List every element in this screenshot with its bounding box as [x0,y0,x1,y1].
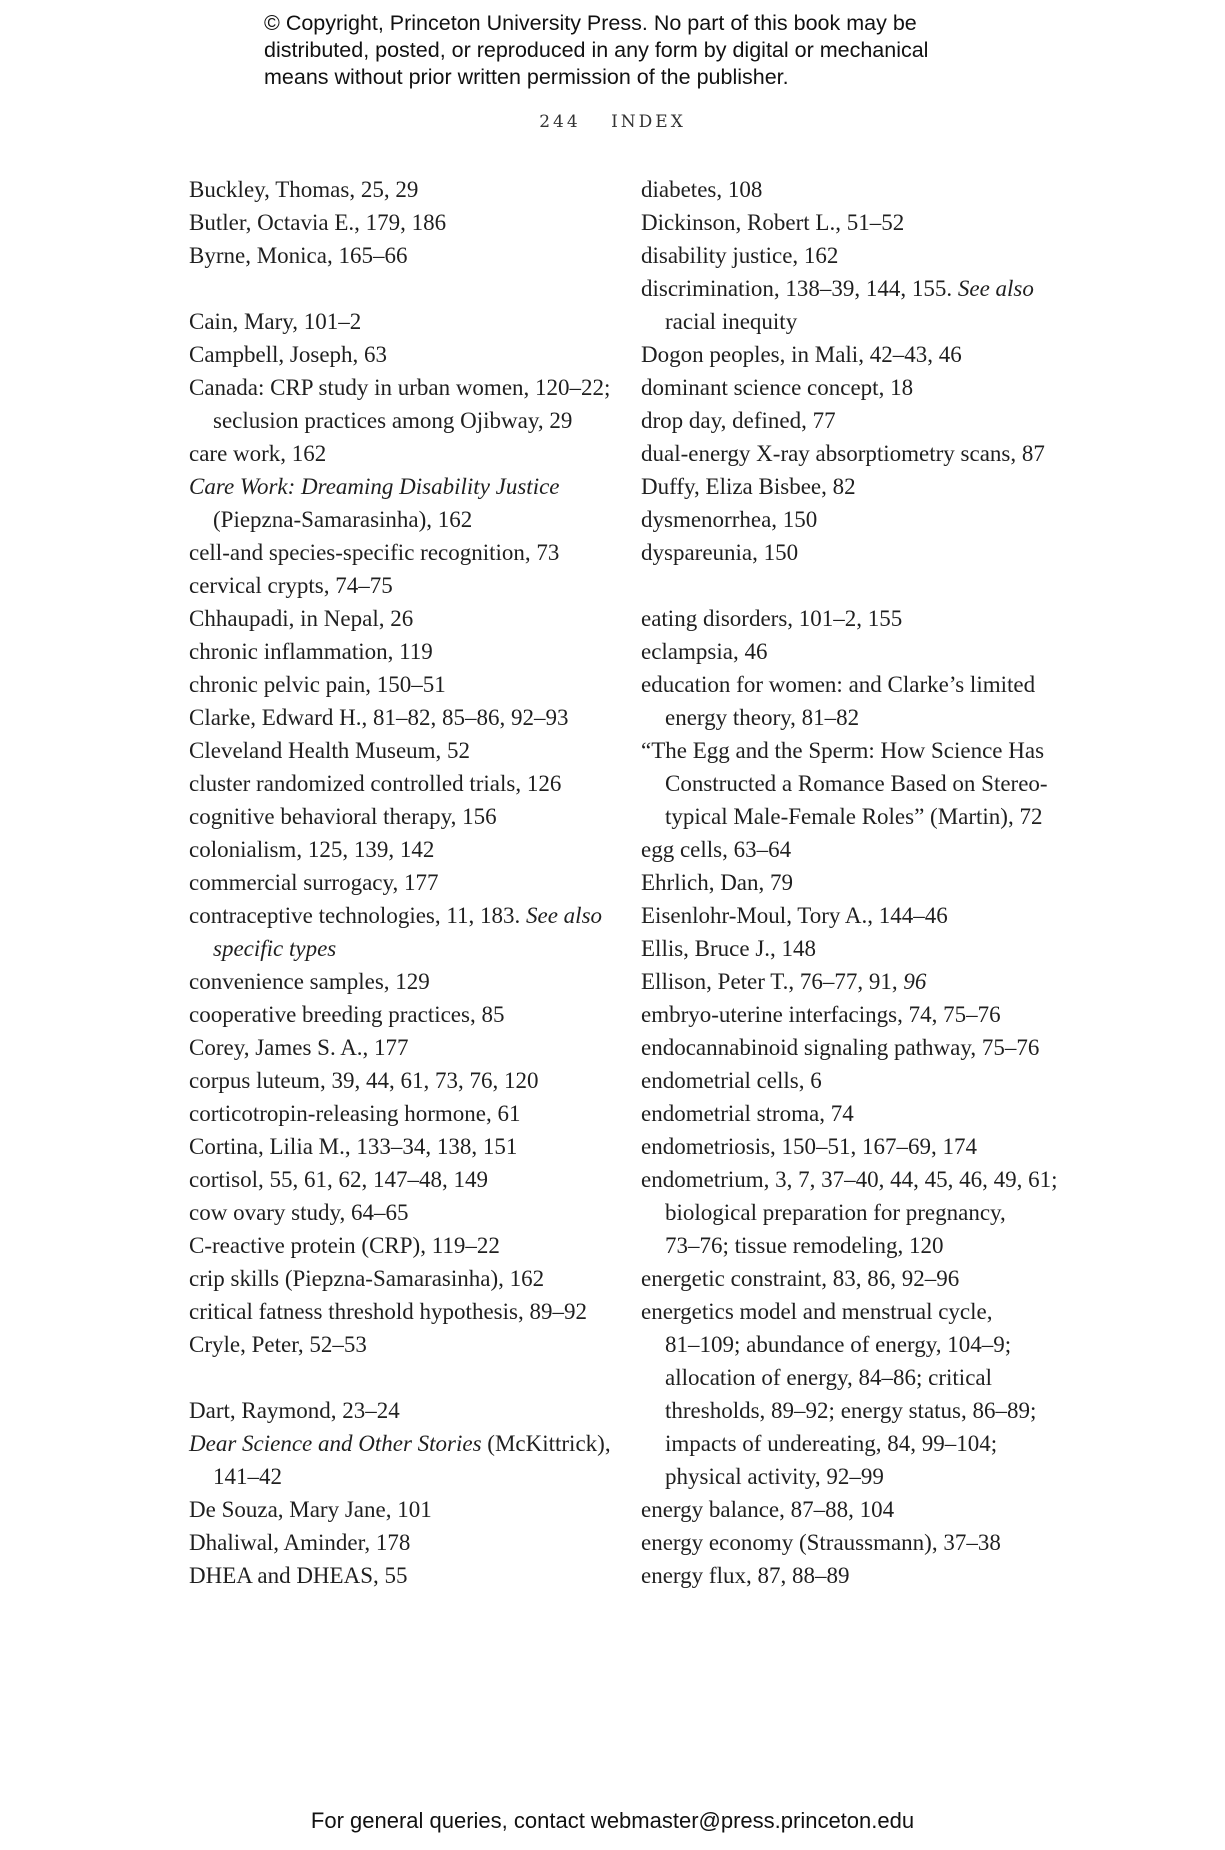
index-entry [189,503,619,536]
index-entry [189,206,619,239]
copyright-line: distributed, posted, or reproduced in any form by digital or mechanical [264,38,929,62]
index-entry [641,1097,1071,1130]
index-entry-text: Cleveland Health Museum, 52 [189,738,471,763]
index-entry-italic: specific types [213,936,337,961]
index-entry [641,635,1071,668]
index-entry-text: Duffy, Eliza Bisbee, 82 [641,474,856,499]
index-entry-text: colonialism, 125, 139, 142 [189,837,435,862]
index-entry-italic: See also [957,276,1034,301]
index-entry [189,932,619,965]
index-entry-text: Campbell, Joseph, 63 [189,342,388,367]
index-entry [641,404,1071,437]
index-entry [641,1262,1071,1295]
index-entry [189,470,619,503]
index-column-right [641,173,1071,1592]
index-entry [189,701,619,734]
index-entry-text: De Souza, Mary Jane, 101 [189,1497,432,1522]
index-entry-text: Clarke, Edward H., 81–82, 85–86, 92–93 [189,705,569,730]
index-entry-italic: Care Work: Dreaming Disability Justice [189,474,560,499]
index-entry-text: Corey, James S. A., 177 [189,1035,409,1060]
index-entry-text: energetic constraint, 83, 86, 92–96 [641,1266,960,1291]
index-entry-text: (Piepzna-Samarasinha), 162 [213,507,473,532]
index-entry [641,767,1071,800]
index-entry-text: cognitive behavioral therapy, 156 [189,804,497,829]
index-entry-text: Cain, Mary, 101–2 [189,309,362,334]
footer-contact: For general queries, contact webmaster@press.princeton.edu [310,1808,915,1833]
index-entry-text: contraceptive technologies, 11, 183. [189,903,527,928]
index-entry-text: corticotropin-releasing hormone, 61 [189,1101,521,1126]
index-entry [641,338,1071,371]
index-spacer [189,1361,619,1394]
index-entry [189,734,619,767]
index-entry-text: thresholds, 89–92; energy status, 86–89; [665,1398,1037,1423]
index-entry [641,470,1071,503]
index-entry-text: crip skills (Piepzna-Samarasinha), 162 [189,1266,545,1291]
index-entry-text: impacts of undereating, 84, 99–104; [665,1431,998,1456]
index-entry-text: seclusion practices among Ojibway, 29 [213,408,573,433]
index-entry [641,932,1071,965]
index-entry [189,1130,619,1163]
index-entry-italic: See also [526,903,603,928]
index-entry [189,305,619,338]
index-entry [641,437,1071,470]
index-entry [189,1196,619,1229]
index-entry [641,1328,1071,1361]
index-entry-text: 73–76; tissue remodeling, 120 [665,1233,944,1258]
index-entry [641,701,1071,734]
index-entry-text: Dickinson, Robert L., 51–52 [641,210,905,235]
index-entry-text: dysmenorrhea, 150 [641,507,818,532]
index-entry [189,965,619,998]
index-entry-text: Ehrlich, Dan, 79 [641,870,794,895]
index-entry [641,602,1071,635]
index-entry [189,602,619,635]
index-entry-text: endometrium, 3, 7, 37–40, 44, 45, 46, 49, 61; [641,1167,1058,1192]
index-entry-text: disability justice, 162 [641,243,839,268]
index-entry-text: Constructed a Romance Based on Stereo- [665,771,1048,796]
index-entry-italic: Dear Science and Other Stories [189,1431,482,1456]
index-entry [641,239,1071,272]
index-entry [641,1427,1071,1460]
index-entry-text: Canada: CRP study in urban women, 120–22; [189,375,611,400]
index-entry [641,1229,1071,1262]
index-entry-text: cow ovary study, 64–65 [189,1200,409,1225]
index-entry [189,899,619,932]
index-entry [189,1295,619,1328]
index-entry [641,1460,1071,1493]
index-entry-text: cervical crypts, 74–75 [189,573,393,598]
index-entry-text: endometrial cells, 6 [641,1068,822,1093]
index-entry-text: endocannabinoid signaling pathway, 75–76 [641,1035,1040,1060]
index-entry-text: discrimination, 138–39, 144, 155. [641,276,958,301]
index-entry [641,371,1071,404]
index-entry-text: Ellison, Peter T., 76–77, 91, [641,969,904,994]
index-entry-text: Byrne, Monica, 165–66 [189,243,408,268]
copyright-line: means without prior written permission of the publisher. [264,65,789,89]
index-entry [641,800,1071,833]
index-entry-text: egg cells, 63–64 [641,837,792,862]
index-entry-text: eclampsia, 46 [641,639,768,664]
index-entry [641,1163,1071,1196]
index-entry-text: physical activity, 92–99 [665,1464,884,1489]
index-entry-text: critical fatness threshold hypothesis, 89–92 [189,1299,587,1324]
index-entry [189,1460,619,1493]
index-entry [189,1559,619,1592]
index-entry [189,1163,619,1196]
index-entry [189,1328,619,1361]
index-entry-text: allocation of energy, 84–86; critical [665,1365,992,1390]
index-entry-text: energy economy (Straussmann), 37–38 [641,1530,1001,1555]
index-entry-text: endometriosis, 150–51, 167–69, 174 [641,1134,978,1159]
index-entry [641,1394,1071,1427]
index-entry-text: dyspareunia, 150 [641,540,799,565]
index-entry-text: diabetes, 108 [641,177,763,202]
index-entry [641,1361,1071,1394]
index-entry [641,866,1071,899]
index-entry [641,965,1071,998]
index-entry-text: energy flux, 87, 88–89 [641,1563,850,1588]
index-entry [189,767,619,800]
index-entry [189,1031,619,1064]
index-entry [641,734,1071,767]
index-spacer [641,569,1071,602]
index-entry [641,1493,1071,1526]
index-entry [189,866,619,899]
index-entry [189,437,619,470]
index-entry-text: dominant science concept, 18 [641,375,914,400]
index-entry [641,305,1071,338]
index-entry [641,668,1071,701]
index-entry-text: Chhaupadi, in Nepal, 26 [189,606,414,631]
copyright-notice [264,10,1024,91]
index-entry [641,272,1071,305]
index-entry-text: (McKittrick), [481,1431,611,1456]
index-entry [641,1559,1071,1592]
index-entry [641,173,1071,206]
index-entry-text: cluster randomized controlled trials, 126 [189,771,562,796]
index-entry-text: convenience samples, 129 [189,969,430,994]
index-entry [189,668,619,701]
index-entry-text: racial inequity [665,309,798,334]
index-entry [189,1262,619,1295]
index-entry [189,1229,619,1262]
index-entry [189,1427,619,1460]
index-entry [189,404,619,437]
index-entry-text: Cortina, Lilia M., 133–34, 138, 151 [189,1134,518,1159]
index-entry-text: 141–42 [213,1464,282,1489]
index-entry-text: endometrial stroma, 74 [641,1101,854,1126]
index-entry [189,239,619,272]
index-entry [189,1526,619,1559]
index-entry [189,800,619,833]
index-entry [641,536,1071,569]
index-spacer [189,272,619,305]
index-entry-text: “The Egg and the Sperm: How Science Has [641,738,1045,763]
index-entry [189,536,619,569]
index-entry [189,1394,619,1427]
index-entry [189,635,619,668]
index-entry-text: biological preparation for pregnancy, [665,1200,1006,1225]
index-entry [189,1097,619,1130]
index-entry-text: drop day, defined, 77 [641,408,836,433]
index-entry [189,833,619,866]
index-entry [641,1295,1071,1328]
index-entry [641,206,1071,239]
index-entry [641,998,1071,1031]
index-entry-text: corpus luteum, 39, 44, 61, 73, 76, 120 [189,1068,539,1093]
index-column-left [189,173,619,1592]
index-entry-text: energetics model and menstrual cycle, [641,1299,993,1324]
index-entry [641,833,1071,866]
index-entry-text: Eisenlohr-Moul, Tory A., 144–46 [641,903,948,928]
index-entry-text: energy theory, 81–82 [665,705,860,730]
index-entry-text: DHEA and DHEAS, 55 [189,1563,408,1588]
index-entry [641,1196,1071,1229]
index-entry [189,998,619,1031]
index-entry-text: commercial surrogacy, 177 [189,870,439,895]
index-entry-text: Dhaliwal, Aminder, 178 [189,1530,411,1555]
index-entry-text: Dart, Raymond, 23–24 [189,1398,400,1423]
index-entry-text: 81–109; abundance of energy, 104–9; [665,1332,1012,1357]
index-entry-text: energy balance, 87–88, 104 [641,1497,895,1522]
section-title: INDEX [611,112,686,132]
index-entry-text: care work, 162 [189,441,327,466]
index-entry-text: dual-energy X-ray absorptiometry scans, 87 [641,441,1045,466]
index-entry [641,1526,1071,1559]
index-entry-text: chronic inflammation, 119 [189,639,433,664]
index-entry [641,1031,1071,1064]
index-entry-text: Dogon peoples, in Mali, 42–43, 46 [641,342,962,367]
index-entry [189,1493,619,1526]
index-entry-text: cooperative breeding practices, 85 [189,1002,505,1027]
index-entry-text: Butler, Octavia E., 179, 186 [189,210,447,235]
index-entry-text: C-reactive protein (CRP), 119–22 [189,1233,500,1258]
index-entry-text: Ellis, Bruce J., 148 [641,936,817,961]
running-head [0,112,1225,132]
index-entry-text: Cryle, Peter, 52–53 [189,1332,367,1357]
index-entry [641,899,1071,932]
index-entry [189,173,619,206]
index-entry-text: cortisol, 55, 61, 62, 147–48, 149 [189,1167,488,1192]
index-entry-text: chronic pelvic pain, 150–51 [189,672,446,697]
index-entry [641,1064,1071,1097]
page-number: 244 [539,112,581,132]
index-entry-text: typical Male-Female Roles” (Martin), 72 [665,804,1043,829]
copyright-line: © Copyright, Princeton University Press. No part of this book may be [264,11,917,35]
index-entry [189,569,619,602]
index-entry [641,1130,1071,1163]
index-entry [189,338,619,371]
index-entry-italic: 96 [903,969,927,994]
index-entry [189,371,619,404]
index-entry-text: education for women: and Clarke’s limited [641,672,1036,697]
index-entry [189,1064,619,1097]
index-entry-text: embryo-uterine interfacings, 74, 75–76 [641,1002,1001,1027]
index-entry [641,503,1071,536]
index-entry-text: Buckley, Thomas, 25, 29 [189,177,419,202]
index-entry-text: cell-and species-specific recognition, 73 [189,540,560,565]
index-entry-text: eating disorders, 101–2, 155 [641,606,903,631]
